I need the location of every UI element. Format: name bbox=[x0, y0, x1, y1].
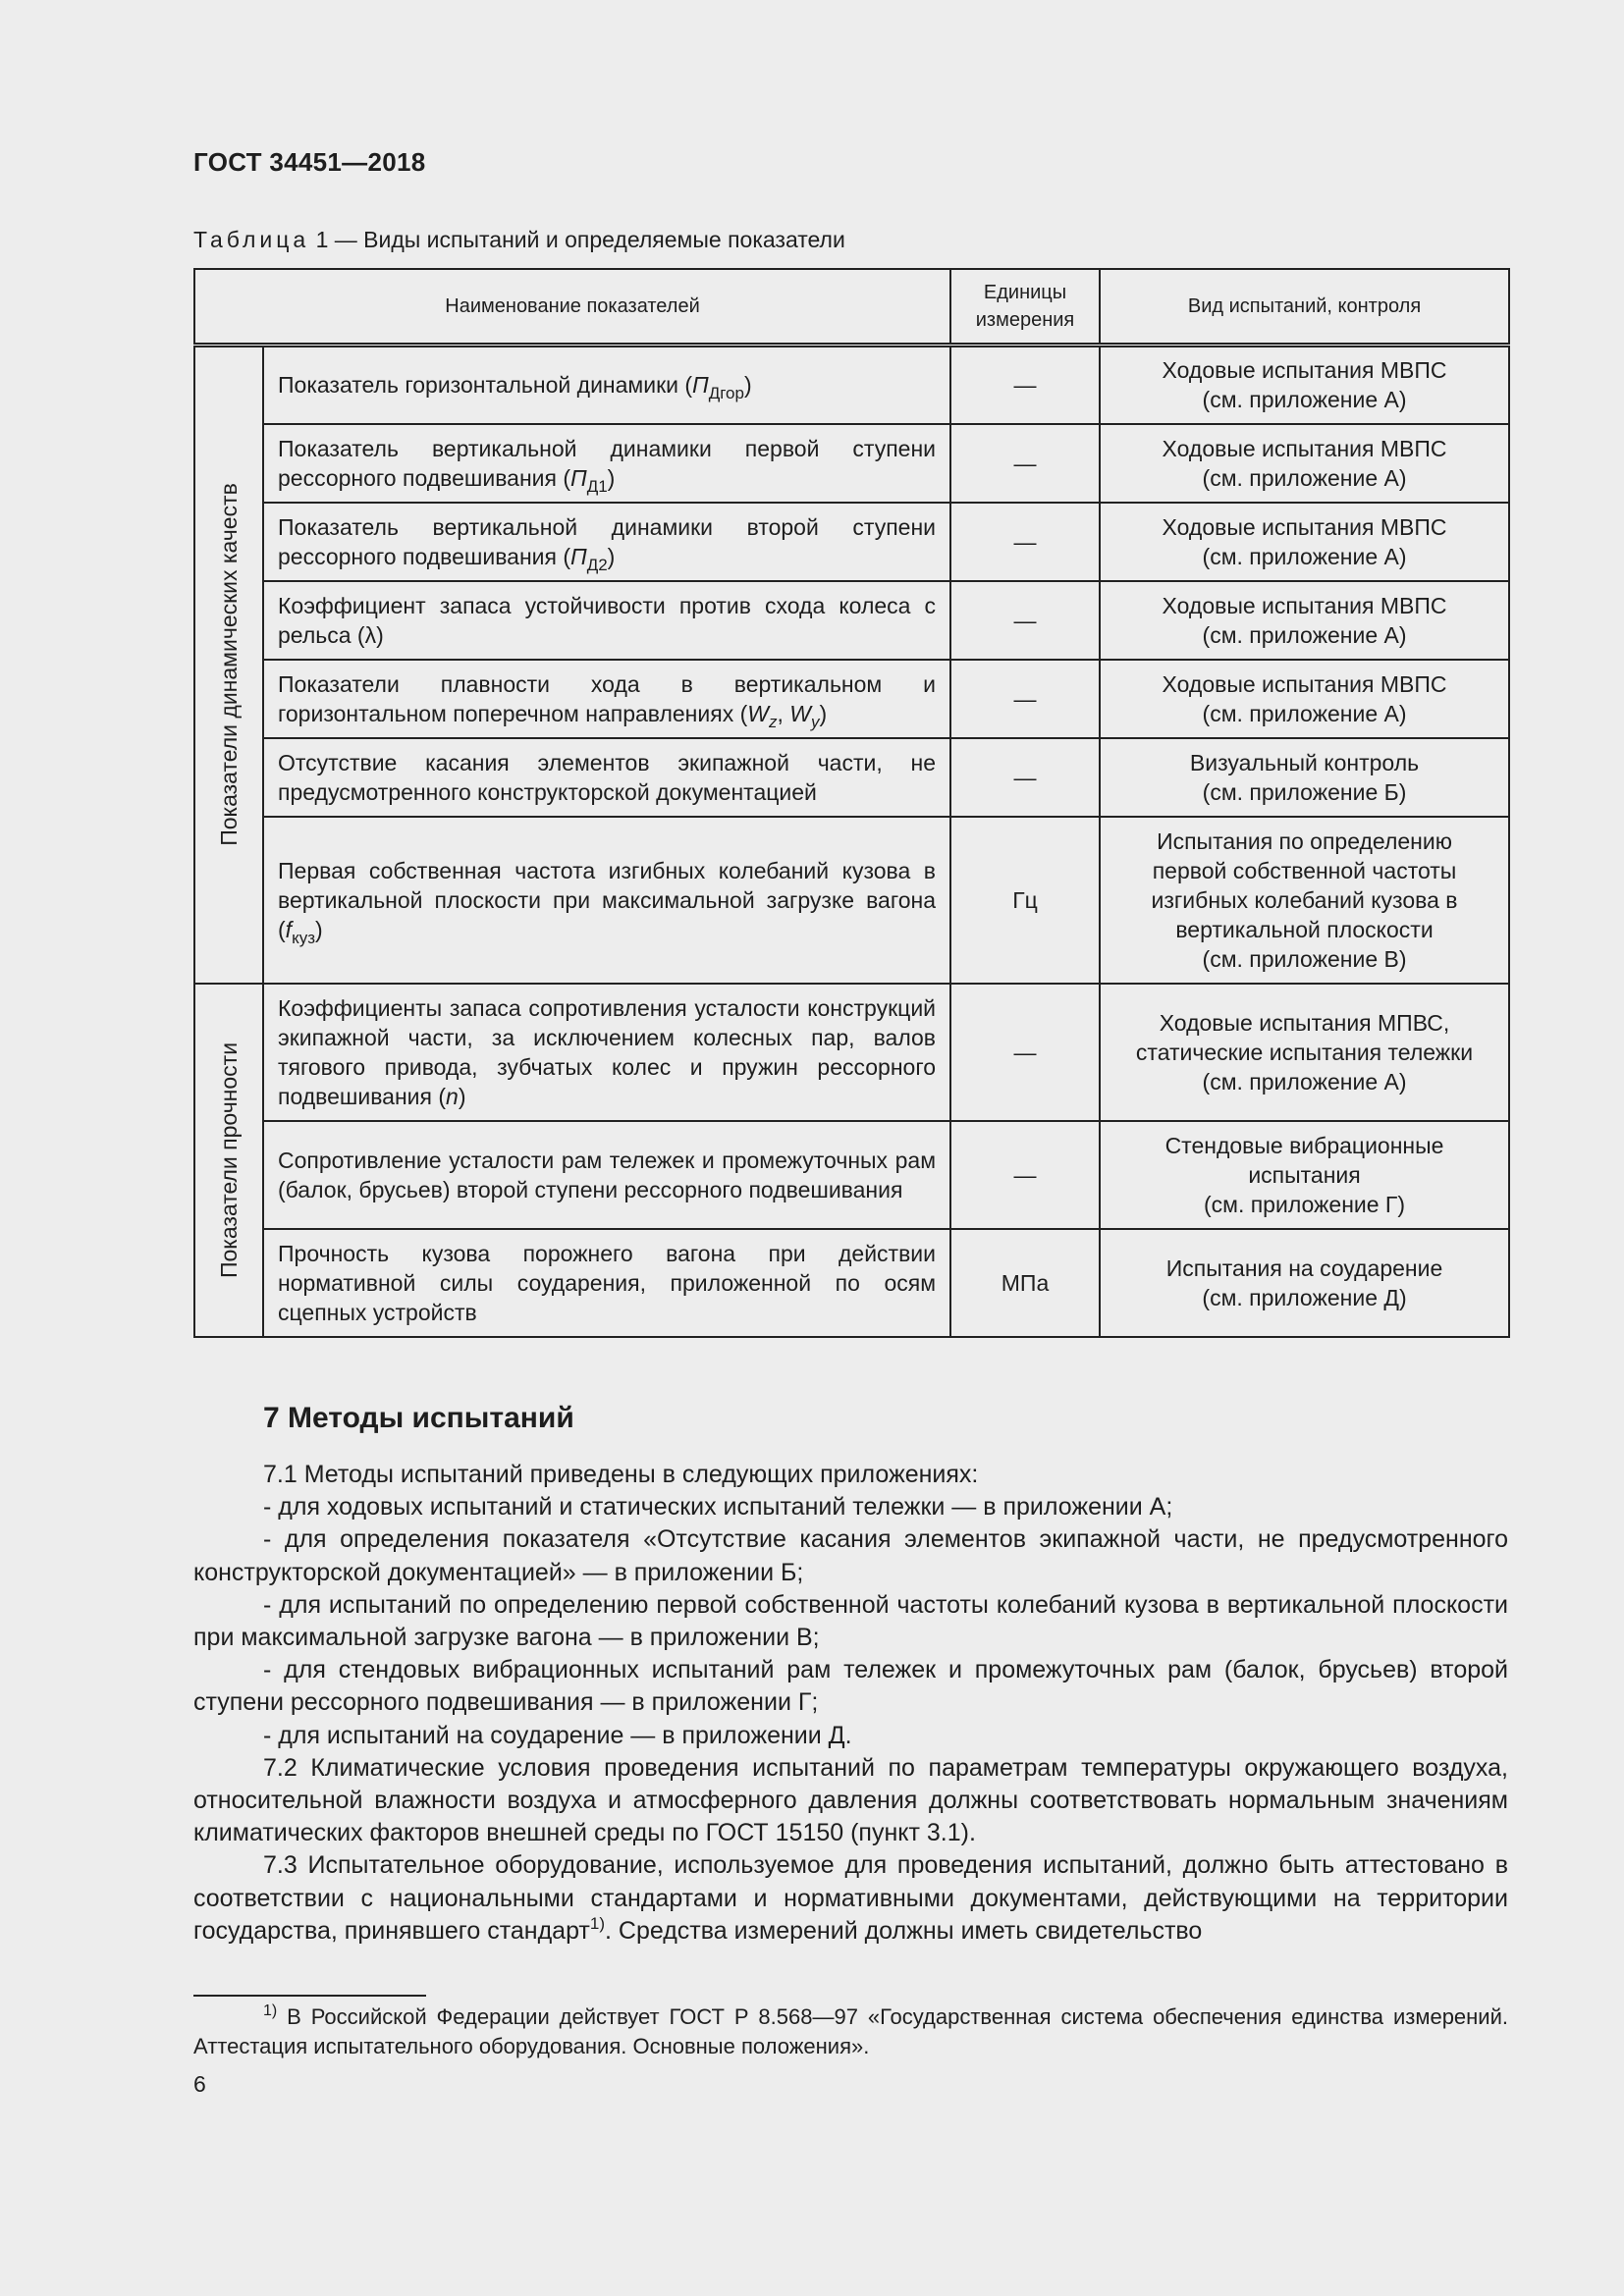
indicator-name: Отсутствие касания элементов экипажной части, не предусмотренного конструкторской документацией bbox=[263, 738, 950, 817]
column-header-kind: Вид испытаний, контроля bbox=[1100, 269, 1509, 346]
test-kind: Ходовые испытания МВПС (см. приложение А) bbox=[1100, 660, 1509, 738]
table-row bbox=[194, 581, 1509, 660]
test-kind: Ходовые испытания МВПС (см. приложение А) bbox=[1100, 581, 1509, 660]
tests-table bbox=[193, 268, 1510, 1338]
group-label-dynamic: Показатели динамических качеств bbox=[216, 483, 242, 847]
group-cell-strength bbox=[194, 984, 263, 1337]
footnote-divider bbox=[193, 1995, 426, 1997]
table-caption bbox=[193, 227, 845, 253]
paragraph: - для стендовых вибрационных испытаний рам тележек и промежуточных рам (балок, брусьев) второй ступени рессорного подвешивания — в приложении Г; bbox=[193, 1656, 1508, 1717]
group-label-strength: Показатели прочности bbox=[216, 1041, 242, 1278]
indicator-unit: — bbox=[950, 984, 1100, 1121]
column-header-unit-line1: Единицы bbox=[983, 282, 1067, 303]
table-caption-word: Таблица bbox=[193, 227, 310, 252]
table-row bbox=[194, 1121, 1509, 1229]
indicator-unit: — bbox=[950, 660, 1100, 738]
test-kind: Визуальный контроль (см. приложение Б) bbox=[1100, 738, 1509, 817]
footnote-reference[interactable]: 1) bbox=[589, 1913, 605, 1933]
footnote bbox=[193, 2002, 1508, 2061]
paragraph: 7.1 Методы испытаний приведены в следующих приложениях: bbox=[263, 1461, 979, 1488]
table-header-row bbox=[194, 269, 1509, 346]
table-row bbox=[194, 660, 1509, 738]
test-kind: Ходовые испытания МПВС, статические испытания тележки (см. приложение А) bbox=[1100, 984, 1509, 1121]
test-kind: Испытания по определению первой собственной частоты изгибных колебаний кузова в вертикальной плоскости (см. приложение В) bbox=[1100, 817, 1509, 984]
table-row bbox=[194, 1229, 1509, 1337]
column-header-unit bbox=[950, 269, 1100, 346]
test-kind: Стендовые вибрационные испытания (см. приложение Г) bbox=[1100, 1121, 1509, 1229]
table-row bbox=[194, 346, 1509, 424]
indicator-unit: — bbox=[950, 503, 1100, 581]
footnote-marker: 1) bbox=[263, 2002, 278, 2019]
group-cell-dynamic bbox=[194, 346, 263, 984]
column-header-unit-line2: измерения bbox=[975, 309, 1075, 331]
section-body bbox=[193, 1459, 1508, 1948]
indicator-unit: — bbox=[950, 1121, 1100, 1229]
indicator-name: Коэффициенты запаса сопротивления усталости конструкций экипажной части, за исключением колесных пар, валов тягового привода, зубчатых колес и пружин рессорного подвешивания (n) bbox=[263, 984, 950, 1121]
paragraph: - для ходовых испытаний и статических испытаний тележки — в приложении А; bbox=[263, 1493, 1173, 1522]
test-kind: Ходовые испытания МВПС (см. приложение А) bbox=[1100, 503, 1509, 581]
table-row bbox=[194, 984, 1509, 1121]
indicator-name: Показатели плавности хода в вертикальном и горизонтальном поперечном направлениях ($W_z$, $W_y$) bbox=[263, 660, 950, 738]
table-row bbox=[194, 503, 1509, 581]
indicator-name: Показатель вертикальной динамики второй ступени рессорного подвешивания $(П_{Д2})$ bbox=[263, 503, 950, 581]
test-kind: Ходовые испытания МВПС (см. приложение А) bbox=[1100, 424, 1509, 503]
indicator-name: Коэффициент запаса устойчивости против схода колеса с рельса (λ) bbox=[263, 581, 950, 660]
table-row bbox=[194, 424, 1509, 503]
paragraph: - для испытаний на соударение — в приложении Д. bbox=[263, 1721, 852, 1749]
indicator-name: Показатель горизонтальной динамики $(П_{Дгор})$ bbox=[263, 346, 950, 424]
footnote-text: В Российской Федерации действует ГОСТ Р 8.568—97 «Государственная система обеспечения единства измерений. Аттестация испытательного оборудования. Основные положения». bbox=[193, 2004, 1508, 2058]
indicator-unit: — bbox=[950, 424, 1100, 503]
indicator-unit: МПа bbox=[950, 1229, 1100, 1337]
indicator-unit: — bbox=[950, 346, 1100, 424]
paragraph: 7.3 Испытательное оборудование, используемое для проведения испытаний, должно быть аттестовано в соответствии с национальными стандартами и нормативными документами, действующими на территории государства, принявшего стандарт$^{1)}$. Средства измерений должны иметь свидетельство bbox=[193, 1851, 1508, 1945]
test-kind: Ходовые испытания МВПС (см. приложение А) bbox=[1100, 346, 1509, 424]
section-title: 7 Методы испытаний bbox=[263, 1402, 574, 1434]
document-header: ГОСТ 34451—2018 bbox=[193, 147, 426, 177]
paragraph: 7.2 Климатические условия проведения испытаний по параметрам температуры окружающего воздуха, относительной влажности воздуха и атмосферного давления должны соответствовать нормальным значениям климатических факторов внешней среды по ГОСТ 15150 (пункт 3.1). bbox=[193, 1753, 1508, 1847]
table-caption-text: 1 — Виды испытаний и определяемые показатели bbox=[315, 227, 845, 252]
table-row bbox=[194, 817, 1509, 984]
paragraph: - для определения показателя «Отсутствие касания элементов экипажной части, не предусмотренного конструкторской документацией» — в приложении Б; bbox=[193, 1525, 1508, 1586]
indicator-unit: — bbox=[950, 738, 1100, 817]
indicator-name: Прочность кузова порожнего вагона при действии нормативной силы соударения, приложенной по осям сцепных устройств bbox=[263, 1229, 950, 1337]
indicator-name: Показатель вертикальной динамики первой ступени рессорного подвешивания $(П_{Д1})$ bbox=[263, 424, 950, 503]
indicator-name: Первая собственная частота изгибных колебаний кузова в вертикальной плоскости при максимальной загрузке вагона $(f_{куз})$ bbox=[263, 817, 950, 984]
indicator-unit: — bbox=[950, 581, 1100, 660]
table-row bbox=[194, 738, 1509, 817]
indicator-unit: Гц bbox=[950, 817, 1100, 984]
page-number: 6 bbox=[193, 2071, 206, 2097]
column-header-name: Наименование показателей bbox=[194, 269, 950, 346]
paragraph: - для испытаний по определению первой собственной частоты колебаний кузова в вертикальной плоскости при максимальной загрузке вагона — в приложении В; bbox=[193, 1590, 1508, 1652]
indicator-name: Сопротивление усталости рам тележек и промежуточных рам (балок, брусьев) второй ступени рессорного подвешивания bbox=[263, 1121, 950, 1229]
test-kind: Испытания на соударение (см. приложение Д) bbox=[1100, 1229, 1509, 1337]
